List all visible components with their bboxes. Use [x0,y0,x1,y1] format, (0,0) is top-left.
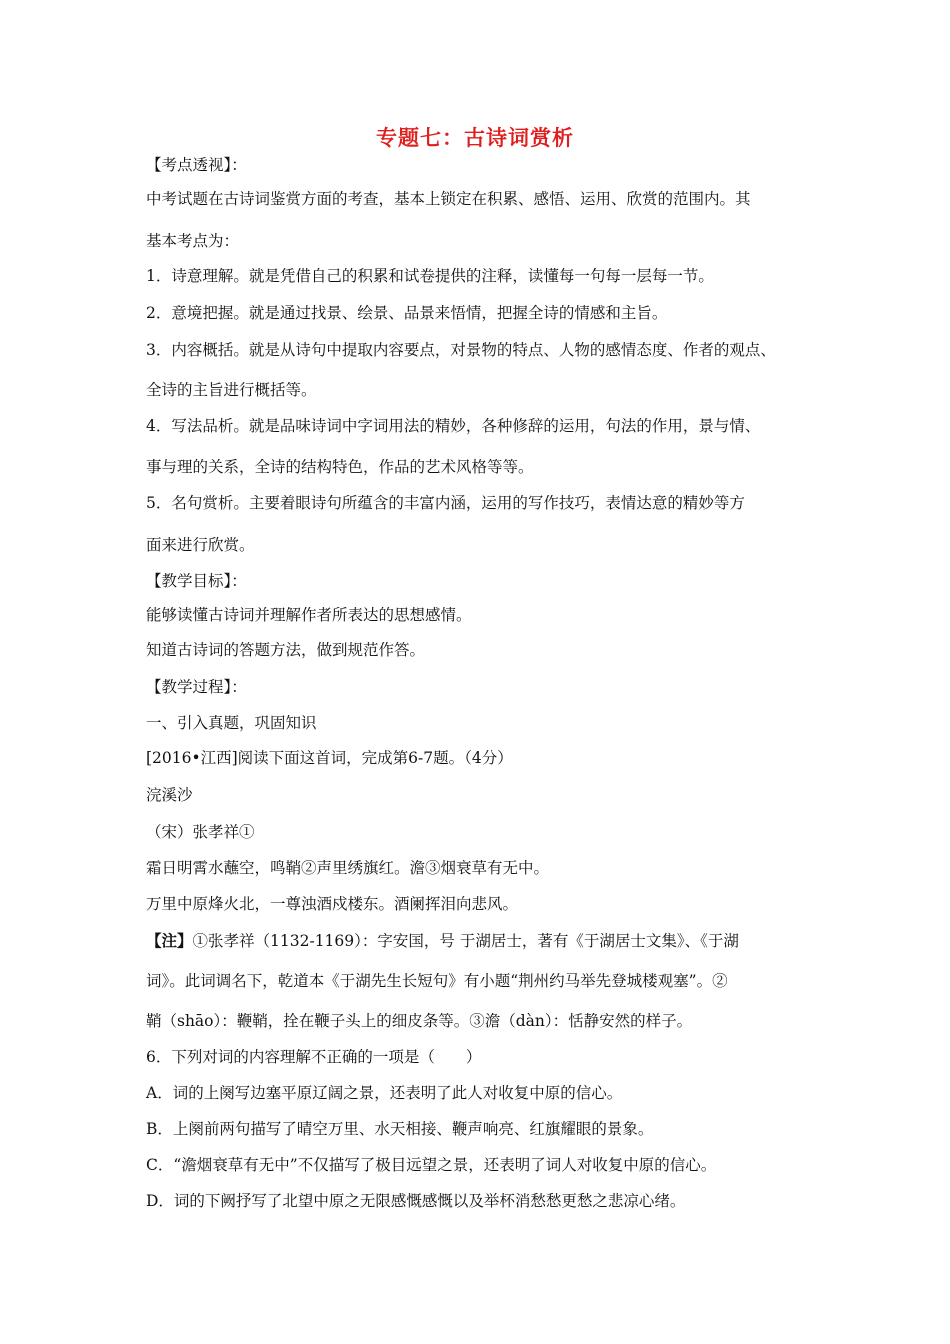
point-3-continued: 全诗的主旨进行概括等。 [146,381,317,399]
poem-line-2: 万里中原烽火北，一尊浊酒戍楼东。酒阑挥泪向悲风。 [146,895,519,913]
point-5-continued: 面来进行欣赏。 [146,536,255,554]
poem-author: （宋）张孝祥① [146,823,255,841]
paragraph-line: 中考试题在古诗词鉴赏方面的考查，基本上锁定在积累、感悟、运用、欣赏的范围内。其 [146,190,751,208]
point-1: 1．诗意理解。就是凭借自己的积累和试卷提供的注释，读懂每一句每一层每一节。 [146,267,714,285]
point-5: 5．名句赏析。主要着眼诗句所蕴含的丰富内涵，运用的写作技巧，表情达意的精妙等方 [146,494,745,512]
goal-2: 知道古诗词的答题方法，做到规范作答。 [146,641,426,659]
note-line-1 [146,929,826,951]
note-text-1: ①张孝祥（1132-1169）：字安国，号 于湖居士，著有《于湖居士文集》、《于湖 [192,932,739,950]
point-4: 4．写法品析。就是品味诗词中字词用法的精妙，各种修辞的运用，句法的作用，景与情、 [146,417,761,435]
paragraph-line: 基本考点为： [146,232,240,250]
exam-source: [2016•江西]阅读下面这首词，完成第6-7题。（4分） [146,749,513,767]
point-3: 3．内容概括。就是从诗句中提取内容要点，对景物的特点、人物的感情态度、作者的观点、 [146,341,776,359]
note-line-2: 词》。此词调名下，乾道本《于湖先生长短句》有小题“荆州约马举先登城楼观塞”。② [146,972,728,990]
note-line-3: 鞘（shāo）：鞭鞘，拴在鞭子头上的细皮条等。③澹（dàn）：恬静安然的样子。 [146,1012,693,1030]
question-6-option-b: B．上阕前两句描写了晴空万里、水天相接、鞭声响亮、红旗耀眼的景象。 [146,1120,654,1138]
question-6-option-a: A．词的上阕写边塞平原辽阔之景，还表明了此人对收复中原的信心。 [146,1084,623,1102]
section-header-goals: 【教学目标】： [146,572,247,590]
poem-title: 浣溪沙 [146,786,193,804]
question-6-stem: 6．下列对词的内容理解不正确的一项是（ ） [146,1048,482,1066]
question-6-option-c: C．“澹烟衰草有无中”不仅描写了极目远望之景，还表明了词人对收复中原的信心。 [146,1156,717,1174]
page-title: 专题七：古诗词赏析 [376,125,574,150]
note-label: 【注】 [146,931,193,950]
question-6-option-d: D．词的下阙抒写了北望中原之无限感慨感慨以及举杯消愁愁更愁之悲凉心绪。 [146,1192,686,1210]
point-4-continued: 事与理的关系，全诗的结构特色，作品的艺术风格等等。 [146,458,534,476]
section-header-focus: 【考点透视】： [146,156,247,174]
goal-1: 能够读懂古诗词并理解作者所表达的思想感情。 [146,606,472,624]
section-header-process: 【教学过程】： [146,678,247,696]
point-2: 2．意境把握。就是通过找景、绘景、品景来悟情，把握全诗的情感和主旨。 [146,304,668,322]
step-1: 一、引入真题，巩固知识 [146,714,317,732]
poem-line-1: 霜日明霄水蘸空，鸣鞘②声里绣旗红。澹③烟衰草有无中。 [146,859,550,877]
